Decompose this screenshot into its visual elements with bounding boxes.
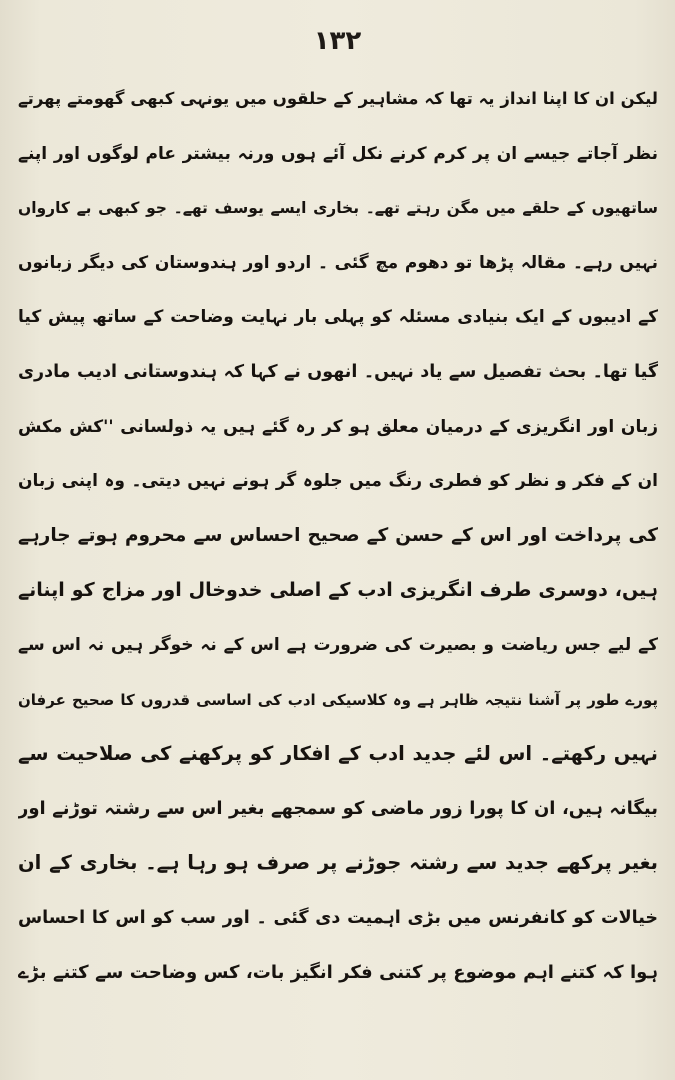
text-line: ہوا کہ کتنے اہم موضوع پر کتنی فکر انگیز بات، کس وضاحت سے کتنے بڑے [18,961,658,983]
text-line: ساتھیوں کے حلقے میں مگن رہتے تھے۔ بخاری ایسے یوسف تھے۔ جو کبھی بے کارواں [18,199,658,218]
text-line: گیا تھا۔ بحث تفصیل سے یاد نہیں۔ انھوں نے کہا کہ ہندوستانی ادیب مادری [18,361,658,382]
text-line: خیالات کو کانفرنس میں بڑی اہمیت دی گئی ۔ اور سب کو اس کا احساس [18,907,658,928]
text-line: کی پرداخت اور اس کے حسن کے صحیح احساس سے محروم ہوتے جارہے [18,524,658,546]
text-line: نظر آجاتے جیسے ان پر کرم کرنے نکل آئے ہوں ورنہ بیشتر عام لوگوں اور اپنے [18,143,658,164]
text-line: نہیں رہے۔ مقالہ پڑھا تو دھوم مچ گئی ۔ اردو اور ہندوستان کی دیگر زبانوں [18,252,658,273]
text-line: کے ادیبوں کے ایک بنیادی مسئلہ کو پہلی بار نہایت وضاحت کے ساتھ پیش کیا [18,307,658,328]
text-line: کے لیے جس ریاضت و بصیرت کی ضرورت ہے اس کے نہ خوگر ہیں نہ اس سے [18,634,658,655]
text-line: لیکن ان کا اپنا انداز یہ تھا کہ مشاہیر کے حلقوں میں یونہی کبھی گھومتے پھرتے [18,89,658,108]
text-line: پورے طور پر آشنا نتیجہ ظاہر ہے وہ کلاسیکی ادب کی اساسی قدروں کا صحیح عرفان [18,690,658,709]
text-line: ان کے فکر و نظر کو فطری رنگ میں جلوہ گر ہونے نہیں دیتی۔ وہ اپنی زبان [18,471,658,492]
text-line: ہیں، دوسری طرف انگریزی ادب کے اصلی خدوخال اور مزاج کو اپنانے [18,579,658,602]
text-line: نہیں رکھتے۔ اس لئے جدید ادب کے افکار کو پرکھنے کی صلاحیت سے [18,742,658,766]
text-line: زبان اور انگریزی کے درمیان معلق ہو کر رہ گئے ہیں یہ ذولسانی ''کش مکش [18,416,658,437]
page-number: ۱۳۲ [313,26,362,56]
text-line: بیگانہ ہیں، ان کا پورا زور ماضی کو سمجھے بغیر اس سے رشتہ توڑنے اور [18,797,658,819]
text-line: بغیر پرکھے جدید سے رشتہ جوڑنے پر صرف ہو رہا ہے۔ بخاری کے ان [18,851,658,875]
page-body-text [18,72,658,1000]
